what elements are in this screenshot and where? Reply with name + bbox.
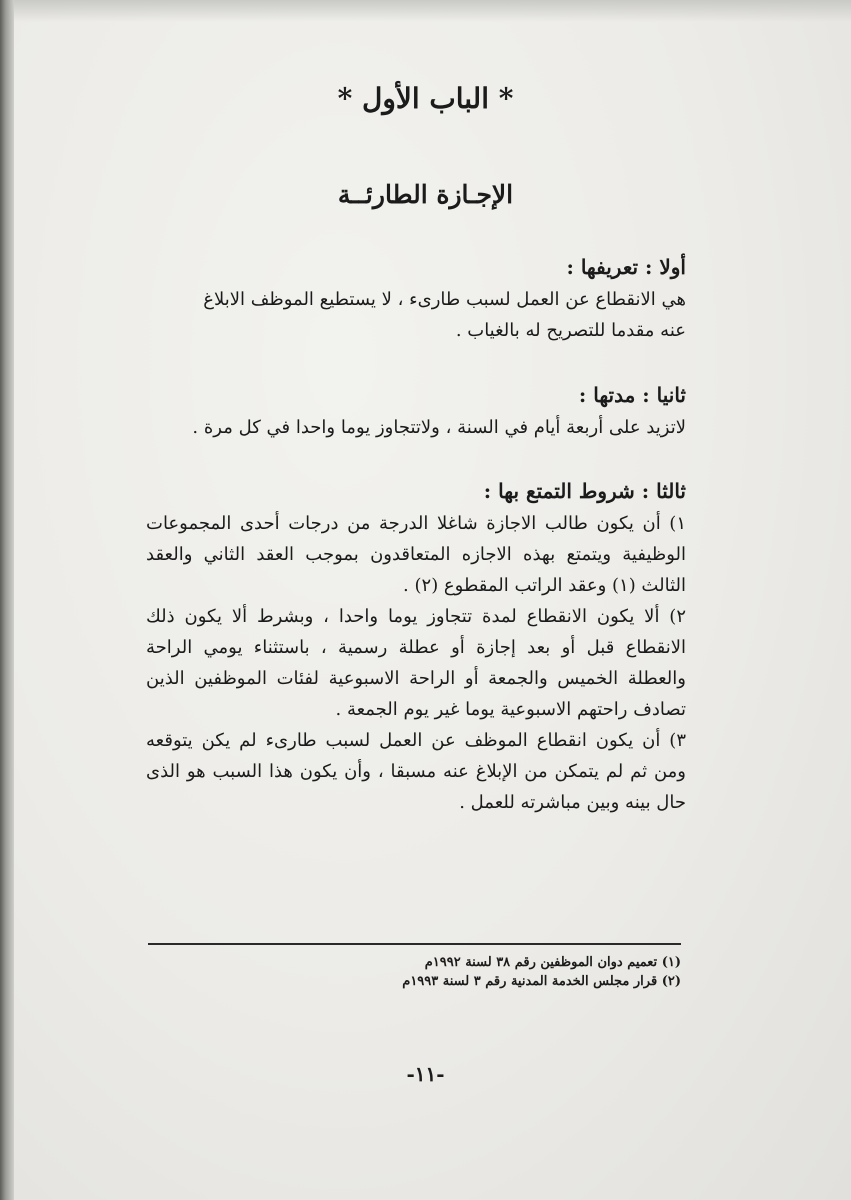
section-title: الإجـازة الطارئــة bbox=[337, 180, 514, 209]
top-shadow bbox=[14, 0, 851, 22]
footnote: (٢) قرار مجلس الخدمة المدنية رقم ٣ لسنة ١٩٩٣م bbox=[402, 974, 681, 989]
chapter-title: * الباب الأول * bbox=[337, 82, 514, 115]
page-number: -١١- bbox=[406, 1062, 445, 1086]
section-heading: ثالثا : شروط التمتع بها : bbox=[483, 479, 686, 503]
condition-item: ٣) أن يكون انقطاع الموظف عن العمل لسبب طارىء لم يكن يتوقعه ومن ثم لم يتمكن من الإبلاغ عنه مسبقا ، وأن يكون هذا السبب هو الذى حال بينه وبين مباشرته للعمل . bbox=[146, 730, 686, 813]
paragraph-line: هي الانقطاع عن العمل لسبب طارىء ، لا يستطيع الموظف الابلاغ bbox=[203, 289, 686, 310]
paragraph-line: لاتزيد على أربعة أيام في السنة ، ولاتتجاوز يوما واحدا في كل مرة . bbox=[192, 417, 686, 438]
section-duration bbox=[146, 378, 686, 443]
section-heading: أولا : تعريفها : bbox=[566, 255, 686, 279]
section-conditions bbox=[146, 474, 686, 818]
condition-item: ١) أن يكون طالب الاجازة شاغلا الدرجة من درجات أحدى المجموعات الوظيفية ويتمتع بهذه الاجازه المتعاقدون بموجب العقد الثاني والعقد الثالث (١) وعقد الراتب المقطوع (٢) . bbox=[146, 513, 686, 596]
section-heading: ثانيا : مدتها : bbox=[578, 383, 686, 407]
footnotes bbox=[161, 953, 681, 991]
condition-item: ٢) ألا يكون الانقطاع لمدة تتجاوز يوما واحدا ، وبشرط ألا يكون ذلك الانقطاع قبل أو بعد إجازة أو عطلة رسمية ، باستثناء يومي الراحة والعطلة الخميس والجمعة أو الراحة الاسبوعية لفئات الموظفين الذين تصادف راحتهم الاسبوعية يوما غير يوم الجمعة . bbox=[146, 606, 686, 720]
footnote: (١) تعميم دوان الموظفين رقم ٣٨ لسنة ١٩٩٢م bbox=[424, 955, 681, 970]
footnote-divider bbox=[148, 943, 681, 945]
paragraph-line: عنه مقدما للتصريح له بالغياب . bbox=[455, 320, 686, 341]
section-definition bbox=[146, 250, 686, 346]
